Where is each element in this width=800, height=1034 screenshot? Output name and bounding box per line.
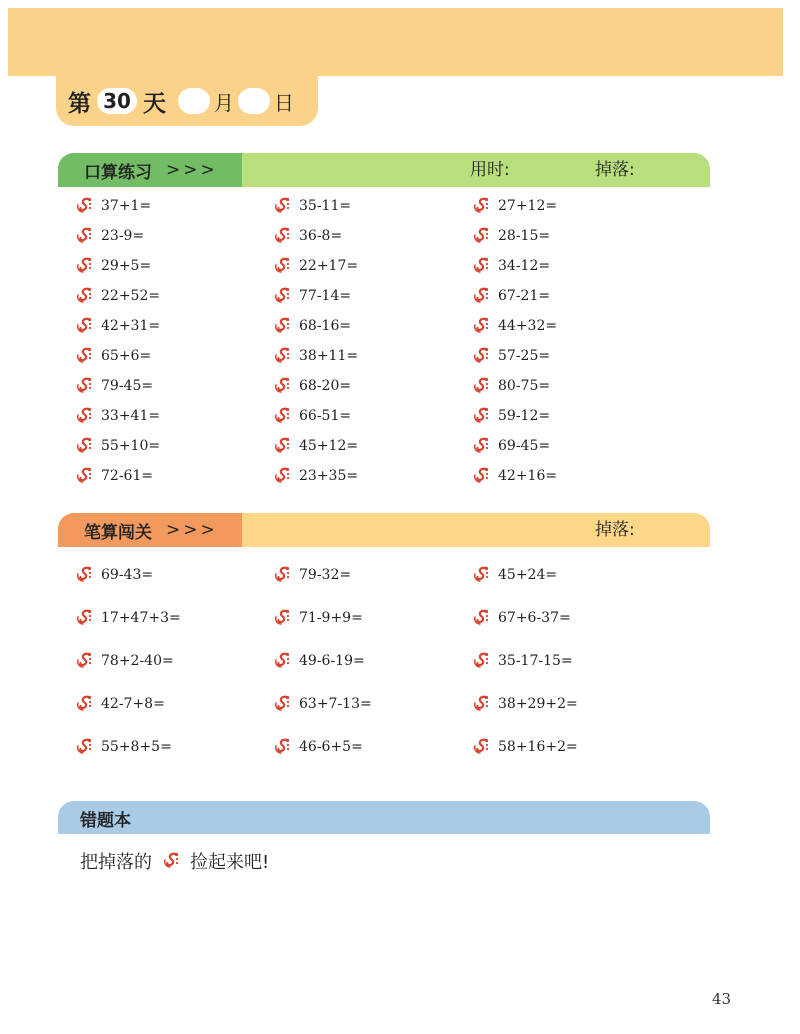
page-number: 43 [712,990,732,1008]
oral-problem-text: 22+52= [101,288,161,304]
written-problem-text: 58+16+2= [498,739,578,755]
written-problem [472,608,571,628]
dragon-icon [273,406,293,426]
dragon-icon [472,436,492,456]
day-header [56,76,318,126]
oral-problem [75,346,151,366]
oral-problem [273,346,358,366]
mistakes-instruction [80,846,269,876]
oral-problem-text: 42+31= [101,318,161,334]
written-problem [273,651,365,671]
dragon-icon [75,286,95,306]
oral-problem-text: 37+1= [101,198,152,214]
oral-problem-text: 69-45= [498,438,551,454]
oral-problem [273,436,358,456]
dragon-icon [75,346,95,366]
oral-problem-text: 45+12= [299,438,359,454]
dragon-icon [75,651,95,671]
oral-problem [472,466,557,486]
written-problem-text: 69-43= [101,567,154,583]
oral-problem-text: 68-16= [299,318,352,334]
dragon-icon [75,316,95,336]
dragon-icon [75,256,95,276]
oral-problem-text: 33+41= [101,408,161,424]
written-problem-text: 55+8+5= [101,739,172,755]
written-problem [472,651,573,671]
dragon-icon [273,376,293,396]
dragon-icon [75,694,95,714]
oral-problem [273,466,358,486]
oral-problem [472,226,550,246]
oral-problem [472,376,550,396]
oral-problem-text: 59-12= [498,408,551,424]
oral-problem [273,376,351,396]
dragon-icon [472,694,492,714]
dragon-icon [273,286,293,306]
oral-problem-text: 57-25= [498,348,551,364]
oral-problem-text: 67-21= [498,288,551,304]
dragon-icon [75,406,95,426]
oral-problem-text: 34-12= [498,258,551,274]
oral-problem [75,466,153,486]
dragon-icon [273,346,293,366]
month-blank[interactable] [178,88,210,114]
written-problem-text: 49-6-19= [299,653,365,669]
dragon-icon [273,316,293,336]
oral-problem [472,286,550,306]
written-problem-text: 78+2-40= [101,653,174,669]
dragon-icon [273,608,293,628]
written-dropped-label: 掉落: [595,520,635,540]
dragon-icon [472,737,492,757]
oral-problem [273,406,351,426]
oral-problem [273,196,351,216]
mistakes-header [58,801,710,834]
oral-practice-title-tab [58,153,242,187]
dragon-icon [472,608,492,628]
dragon-icon [472,466,492,486]
dragon-icon [472,376,492,396]
dragon-icon [273,466,293,486]
oral-problem [75,436,160,456]
oral-problem-text: 22+17= [299,258,359,274]
written-calc-title-tab [58,513,242,547]
written-problem [472,565,557,585]
dragon-icon [472,196,492,216]
top-banner [8,8,783,76]
oral-problem [472,316,557,336]
oral-problem-text: 38+11= [299,348,359,364]
dragon-icon [273,565,293,585]
written-problem-text: 79-32= [299,567,352,583]
oral-problem-text: 55+10= [101,438,161,454]
oral-problem-text: 28-15= [498,228,551,244]
written-problem [75,737,172,757]
oral-problem-text: 79-45= [101,378,154,394]
oral-problem [75,256,151,276]
date-blank[interactable] [238,88,270,114]
written-calc-header [58,513,710,547]
dragon-icon [472,346,492,366]
written-problem-text: 46-6+5= [299,739,363,755]
dragon-icon [75,608,95,628]
oral-problem-text: 36-8= [299,228,343,244]
oral-problem [273,226,342,246]
dragon-icon [472,316,492,336]
dragon-icon [75,737,95,757]
dragon-icon [472,651,492,671]
written-problem [75,694,165,714]
oral-problem [75,226,144,246]
instruction-text-before: 把掉落的 [80,852,152,873]
written-problem-text: 71-9+9= [299,610,363,626]
mistakes-title-tab [58,801,258,834]
dragon-icon [162,851,182,871]
oral-problem [472,346,550,366]
dragon-icon [273,436,293,456]
oral-problem-text: 42+16= [498,468,558,484]
written-problem [472,737,578,757]
written-problem [75,608,181,628]
oral-problem [472,436,550,456]
dragon-icon [75,436,95,456]
dragon-icon [75,565,95,585]
oral-problem [472,406,550,426]
oral-problem [273,256,358,276]
oral-problem-text: 65+6= [101,348,152,364]
day-suffix: 天 [143,90,166,117]
oral-problem-text: 66-51= [299,408,352,424]
oral-problem-text: 35-11= [299,198,352,214]
dragon-icon [75,196,95,216]
dragon-icon [472,256,492,276]
dragon-icon [273,256,293,276]
written-calc-arrows: >>> [166,520,218,540]
dragon-icon [273,737,293,757]
oral-problem [472,256,550,276]
written-problem-text: 42-7+8= [101,696,165,712]
oral-problem-text: 27+12= [498,198,558,214]
instruction-text-after: 捡起来吧! [190,852,270,873]
written-problem [273,565,351,585]
dragon-icon [273,651,293,671]
written-problem [273,608,363,628]
dragon-icon [75,226,95,246]
dragon-icon [472,406,492,426]
written-problem [75,651,174,671]
oral-problem-text: 80-75= [498,378,551,394]
written-problem [472,694,578,714]
oral-dropped-label: 掉落: [595,160,635,180]
day-prefix: 第 [68,90,91,117]
date-label: 日 [274,90,294,115]
written-calc-title: 笔算闯关 [84,522,152,543]
oral-problem-text: 68-20= [299,378,352,394]
written-problem [75,565,153,585]
dragon-icon [273,196,293,216]
dragon-icon [472,286,492,306]
oral-problem-text: 23-9= [101,228,145,244]
oral-problem-text: 44+32= [498,318,558,334]
dragon-icon [75,376,95,396]
written-problem [273,737,363,757]
oral-problem [273,286,351,306]
month-label: 月 [214,90,234,115]
day-number: 30 [97,88,137,114]
written-problem-text: 67+6-37= [498,610,571,626]
oral-problem [75,196,151,216]
dragon-icon [273,694,293,714]
oral-practice-title: 口算练习 [84,162,152,183]
dragon-icon [472,565,492,585]
written-problem-text: 45+24= [498,567,558,583]
dragon-icon [472,226,492,246]
oral-problem [273,316,351,336]
written-problem-text: 38+29+2= [498,696,578,712]
written-problem-text: 63+7-13= [299,696,372,712]
oral-problem-text: 23+35= [299,468,359,484]
oral-problem-text: 72-61= [101,468,154,484]
written-problem-text: 17+47+3= [101,610,181,626]
oral-problem [75,376,153,396]
written-problem [273,694,372,714]
oral-problem [75,406,160,426]
oral-problem-text: 77-14= [299,288,352,304]
mistakes-title: 错题本 [80,810,131,831]
time-used-label: 用时: [470,160,510,180]
dragon-icon [75,466,95,486]
oral-problem-text: 29+5= [101,258,152,274]
dragon-icon [273,226,293,246]
oral-practice-header [58,153,710,187]
oral-problem [75,286,160,306]
written-problem-text: 35-17-15= [498,653,573,669]
oral-practice-arrows: >>> [166,160,218,180]
oral-problem [75,316,160,336]
oral-problem [472,196,557,216]
